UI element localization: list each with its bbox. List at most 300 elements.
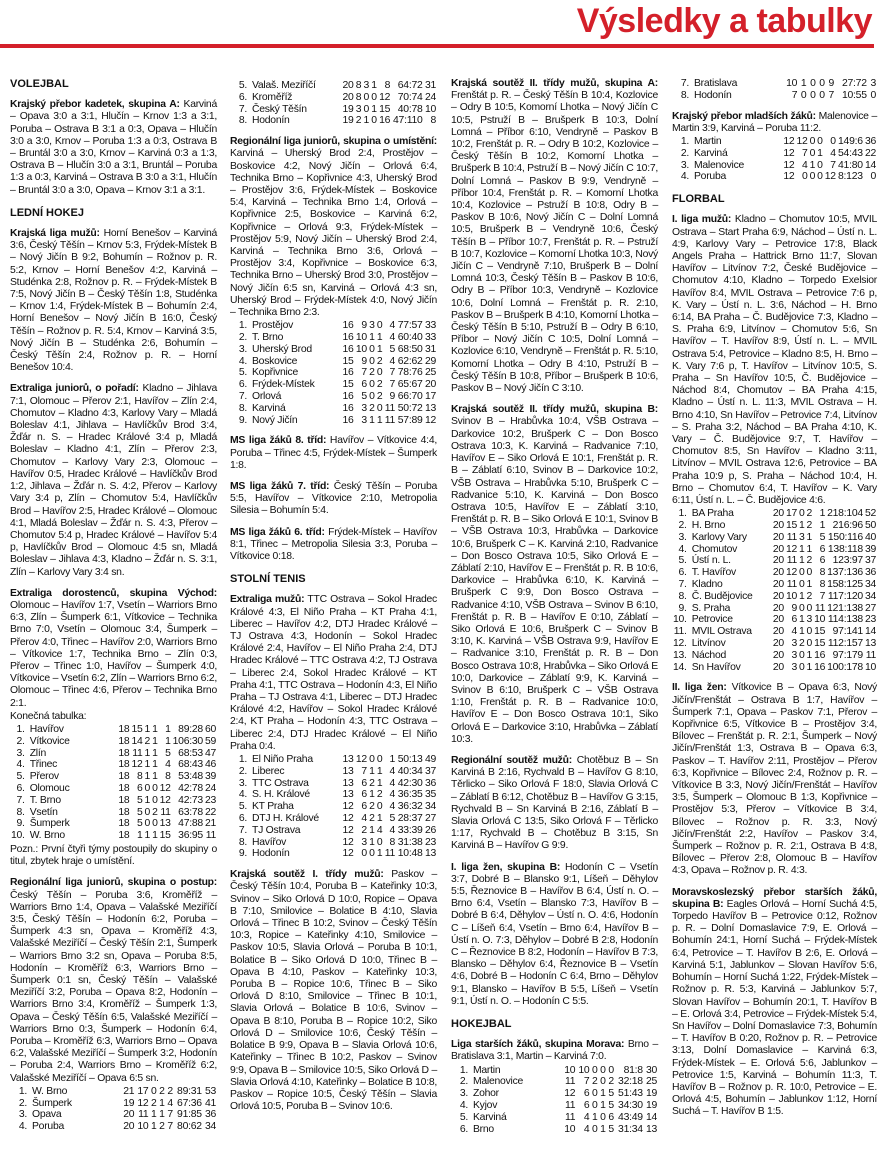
stat-cell: 0	[809, 171, 816, 183]
results-paragraph	[451, 78, 658, 395]
team-cell: Přerov	[29, 771, 59, 783]
rank-cell: 6.	[238, 813, 247, 825]
stat-cell: 10	[786, 78, 798, 89]
stat-cell: 0	[592, 1088, 598, 1100]
stat-cell: 34	[864, 579, 876, 591]
stat-cell: 11	[564, 1111, 576, 1123]
stat-cell: 117:120	[827, 590, 863, 602]
section-heading: VOLEJBAL	[10, 78, 69, 90]
stat-cell: 3	[870, 78, 876, 89]
stat-cell: 123:97	[832, 555, 863, 567]
stat-cell: 1	[144, 771, 151, 783]
competition-heading: Extraliga dorostenců, skupina Východ:	[10, 587, 217, 599]
team-cell: Olomouc	[29, 782, 70, 794]
stat-cell: 0	[144, 782, 151, 794]
table-row	[230, 344, 437, 356]
stat-cell: 1	[389, 754, 396, 766]
competition-heading: MS liga žáků 8. tříd:	[230, 435, 327, 447]
team-cell: Kopřivnice	[252, 367, 299, 379]
stat-cell: 9	[389, 391, 396, 403]
stat-cell: 218:104	[827, 508, 863, 520]
stat-cell: 27	[864, 602, 876, 614]
stat-cell: 11	[786, 555, 797, 567]
stat-cell: 12	[342, 824, 354, 836]
stat-cell: 36:95	[178, 830, 203, 842]
rank-cell: 7.	[238, 824, 247, 836]
stat-cell: 52	[864, 508, 876, 520]
stat-cell: 53:48	[178, 771, 203, 783]
competition-heading: Regionální liga juniorů, skupina o postup:	[10, 877, 217, 889]
stat-cell: 4	[389, 320, 396, 332]
masthead	[0, 0, 884, 58]
stat-cell: 2	[806, 508, 813, 520]
table-row	[451, 1065, 658, 1077]
table-row	[451, 1076, 658, 1088]
stat-cell: 36	[864, 136, 876, 147]
results-paragraph	[230, 136, 437, 319]
stat-cell: 6	[361, 777, 367, 789]
stat-cell: 1	[376, 777, 383, 789]
results-text: Svinov B – Hrabůvka 10:4, VŠB Ostrava – Darkovice 10:2, Brušperk C – Don Bosco Ostrava 10:3, K. Karviná – Radvanice 7:10, Havířov E – Siko Orlová E 10:1, Frenštát p. R. B – Záblatí 6:10, Svinov B – Darkovice 10:2, VŠB Ostrava – Hrabůvka 5:10, Brušperk C – Radvanice 5:10, K. Karviná – Don Bosco Ostrava 10:5, Havířov E – Záblatí 3:10, Frenštát p. R. B – Siko Orlová E 10:1, Svinov B – VŠB Ostrava 10:3, Hrabůvka – Darkovice 10:6, Brušperk C – K. Karviná 2:10, Radvanice – Don Bosco Ostrava 10:5, Siko Orlová E – Záblatí 2:10, Havířov E – Frenštát p. R. B 10:6, Darkovice – Hrabůvka 6:10, K. Karviná – Brušperk C 9:9, Don Bosco Ostrava – Radvanice 4:10, VŠB Ostrava – Svinov B 6:10, Frenštát p. R. B – Havířov E 0:10, Záblatí – Siko Orlová E 10:6, Brušperk C – Svinov B 3:10, K. Karviná – VŠB Ostrava 9:9, Havířov E – Radvanice 3:10, Frenštát p. R. B – Don Bosco Ostrava 10:8, Hrabůvka – Siko Orlová E 10:0, Darkovice – Záblatí 9:9, K. Karviná – Svinov B 6:10, Brušperk C – VŠB Ostrava 1:10, Frenštát p. R. B – Radvanice 10:0, Havířov E – Don Bosco Ostrava 10:1, Siko Orlová E – Darkovice 3:10, Hrabůvka – Záblatí 10:3.	[451, 416, 658, 745]
stat-cell: 36:32	[397, 801, 423, 813]
stat-cell: 12	[783, 171, 795, 183]
stat-cell: 39	[204, 771, 216, 783]
stat-cell: 78:76	[397, 367, 423, 379]
stat-cell: 1	[799, 590, 805, 602]
table-row	[451, 1124, 658, 1136]
stat-cell: 0	[810, 89, 816, 101]
stat-cell: 22	[864, 147, 876, 159]
stat-cell: 0	[799, 567, 805, 579]
stat-cell: 2	[369, 402, 375, 414]
stat-cell: 23	[424, 836, 436, 848]
stat-cell: 33:39	[397, 824, 423, 836]
team-cell: Litvínov	[691, 638, 726, 650]
stat-cell: 28:37	[397, 813, 423, 825]
table-row	[230, 415, 437, 427]
results-paragraph	[10, 99, 217, 197]
stat-cell: 8	[355, 91, 362, 103]
stat-cell: 8	[819, 579, 826, 591]
team-cell: Liberec	[252, 765, 285, 777]
table-row	[230, 80, 437, 92]
team-cell: Opava	[32, 1109, 62, 1121]
team-cell: Frýdek-Místek	[252, 379, 315, 391]
stat-cell: 1	[600, 1123, 606, 1135]
note-text: Konečná tabulka:	[10, 710, 87, 722]
stat-cell: 1	[152, 735, 158, 747]
rank-cell: 5.	[459, 1111, 468, 1123]
stat-cell: 47:88	[178, 818, 203, 830]
stat-cell: 68:50	[397, 343, 423, 355]
stat-cell: 7	[361, 367, 367, 379]
team-cell: Orlová	[252, 391, 282, 403]
table-row	[230, 825, 437, 837]
stat-cell: 19	[645, 1088, 657, 1100]
stat-cell: 137:136	[827, 567, 863, 579]
rank-cell: 2.	[459, 1076, 468, 1088]
stat-cell: 11	[786, 579, 797, 591]
stat-cell: 21	[204, 818, 216, 830]
table-row	[10, 771, 217, 783]
stat-cell: 0	[592, 1123, 598, 1135]
stat-cell: 0	[376, 402, 383, 414]
stat-cell: 13	[424, 402, 436, 414]
stat-cell: 34:30	[618, 1100, 643, 1112]
rank-cell: 8.	[238, 836, 247, 848]
stat-cell: 6	[137, 782, 143, 794]
stat-cell: 149:6	[838, 136, 863, 147]
team-cell: Poruba	[32, 1121, 65, 1133]
results-text: Paskov – Český Těšín 10:4, Poruba B – Kateřinky 10:3, Svinov – Siko Orlová D 10:0, Ropice – Opava B 7:10, Smilovice – Bolatice B 4:10, Slavia Orlová – Třinec B 10:2, Svinov – Český Těšín 10:3, Ropice – Kateřinky 4:10, Smilovice – Paskov 10:5, Slavia Orlová – Poruba B 10:1, Bolatice B – Siko Orlová D 10:0, Třinec B – Opava B 4:10, Paskov – Kateřinky 10:3, Poruba B – Ropice 10:6, Třinec B – Siko Orlová D 8:10, Smilovice – Třinec B 10:1, Slavia Orlová – Bolatice B 10:6, Svinov – Opava B 8:10, Poruba B – Ropice 10:2, Siko Orlová D – Smilovice 10:6, Český Těšín – Bolatice B 9:9, Opava B – Slavia Orlová 10:6, Kateřinky – Třinec B 10:2, Paskov – Svinov 9:9, Opava B – Smilovice 10:5, Siko Orlová D – Slavia Orlová 4:10, Kateřinky – Bolatice B 10:8, Paskov – Ropice 10:5, Český Těšín – Slavia Orlová 10:5, Poruba B – Svinov 10:6.	[230, 869, 437, 1113]
stat-cell: 42:78	[178, 782, 203, 794]
stat-cell: 89:28	[178, 723, 203, 735]
stat-cell: 7	[802, 147, 808, 159]
stat-cell: 50	[864, 520, 876, 532]
column-1	[10, 78, 217, 1135]
stat-cell: 1	[159, 1097, 165, 1109]
stat-cell: 3	[791, 661, 797, 673]
rank-cell: 4.	[238, 355, 247, 367]
stat-cell: 18	[118, 806, 130, 818]
team-cell: Malenovice	[694, 159, 745, 171]
stat-cell: 1	[144, 747, 151, 759]
competition-heading: MS liga žáků 7. tříd:	[230, 481, 330, 493]
stat-cell: 20	[123, 1121, 135, 1133]
stat-cell: 1	[806, 649, 813, 661]
team-cell: Zlín	[29, 747, 47, 759]
rank-cell: 12.	[673, 638, 687, 650]
results-paragraph	[10, 877, 217, 1084]
stat-cell: 17	[424, 391, 436, 403]
stat-cell: 216:96	[832, 520, 863, 532]
table-row	[672, 662, 877, 674]
stat-cell: 40	[864, 531, 876, 543]
rank-cell: 4.	[678, 543, 687, 555]
team-cell: Sn Havířov	[691, 661, 741, 673]
rank-cell: 6.	[238, 91, 247, 103]
stat-cell: 10	[864, 661, 876, 673]
stat-cell: 7	[389, 367, 396, 379]
stat-cell: 20	[772, 579, 784, 591]
stat-cell: 6	[608, 1111, 614, 1123]
rank-cell: 9.	[238, 848, 247, 860]
stat-cell: 12	[131, 759, 143, 771]
stat-cell: 10	[564, 1123, 576, 1135]
stat-cell: 20	[772, 661, 784, 673]
table-row	[672, 520, 877, 532]
stat-cell: 5	[137, 818, 143, 830]
stat-cell: 1	[151, 1109, 157, 1121]
stat-cell: 1	[152, 771, 158, 783]
stat-cell: 10:55	[841, 89, 867, 101]
stat-cell: 112:157	[827, 638, 863, 650]
results-text: Český Těšín – Poruba 3:6, Kroměříž – Warriors Brno 1:4, Opava – Valašské Meziříčí 3:5, Český Těšín – Hodonín 6:2, Poruba – Šumperk 4:3 sn, Opava – Kroměříž 4:3, Valašské Meziříčí – Český Těšín 2:1, Šumperk – Warriors Brno 3:2 sn, Opava – Poruba 8:5, Hodonín – Kroměříž 6:3, Warriors Brno – Šumperk 0:1 sn, Český Těšín – Valašské Meziříčí 3:2, Poruba – Opava 8:2, Hodonín – Warriors Brno 3:4, Kroměříž – Šumperk 1:3, Opava – Český Těšín 6:5, Valašské Meziříčí – Warriors Brno 0:3, Šumperk – Hodonín 6:4, Poruba – Kroměříž 6:3, Warriors Brno – Opava 6:2, Valašské Meziříčí – Šumperk 3:2, Hodonín – Poruba 2:4, Warriors Brno – Kroměříž 6:2, Valašské Meziříčí – Opava 6:5 sn.	[10, 889, 217, 1084]
stat-cell: 57:89	[397, 414, 423, 426]
stat-cell: 100:178	[827, 661, 863, 673]
stat-cell: 18	[118, 782, 130, 794]
stat-cell: 0	[592, 1064, 598, 1076]
stat-cell: 0	[361, 848, 367, 860]
table-row	[672, 160, 877, 172]
stat-cell: 15	[342, 355, 354, 367]
stat-cell: 7	[830, 159, 836, 171]
stat-cell: 0	[369, 355, 375, 367]
rank-cell: 3.	[459, 1088, 468, 1100]
stat-cell: 0	[802, 171, 808, 183]
rank-cell: 5.	[16, 771, 25, 783]
table-row	[672, 603, 877, 615]
stat-cell: 1	[799, 520, 805, 532]
stat-cell: 17	[785, 508, 797, 520]
stat-cell: 6	[583, 1100, 590, 1112]
table-row	[230, 104, 437, 116]
stat-cell: 1	[809, 159, 816, 171]
stat-cell: 1	[371, 103, 377, 115]
stat-cell: 89:31	[177, 1085, 202, 1097]
stat-cell: 97:179	[832, 649, 863, 661]
competition-heading: Krajská soutěž I. třídy mužů:	[230, 869, 384, 881]
stat-cell: 10	[564, 1064, 576, 1076]
stat-cell: 18	[118, 759, 130, 771]
stat-cell: 20	[772, 520, 784, 532]
stat-cell: 6	[583, 1088, 590, 1100]
results-text: Frýdek-Místek – Havířov 8:1, Třinec – Metropolia Silesia 3:3, Poruba – Vítkovice 0:18.	[230, 526, 437, 563]
team-cell: BA Praha	[691, 508, 734, 520]
team-cell: Malenovice	[473, 1076, 524, 1088]
stat-cell: 2	[167, 1085, 173, 1097]
stat-cell: 2	[592, 1076, 598, 1088]
results-paragraph	[672, 887, 877, 1119]
stat-cell: 0	[144, 806, 151, 818]
team-cell: Č. Budějovice	[691, 590, 753, 602]
table-row	[672, 148, 877, 160]
team-cell: W. Brno	[32, 1085, 68, 1097]
stat-cell: 0	[817, 171, 823, 183]
stat-cell: 1	[152, 759, 158, 771]
stat-cell: 10:48	[397, 848, 423, 860]
stat-cell: 22	[204, 806, 216, 818]
results-paragraph	[10, 588, 217, 710]
stat-cell: 4	[389, 765, 396, 777]
stat-cell: 5	[137, 806, 143, 818]
stat-cell: 0	[152, 818, 158, 830]
stat-cell: 20	[342, 80, 354, 91]
team-cell: Valaš. Meziříčí	[252, 80, 316, 91]
stat-cell: 5	[608, 1123, 614, 1135]
team-cell: Karlovy Vary	[691, 531, 747, 543]
standings-table	[451, 1065, 658, 1136]
rank-cell: 1.	[18, 1085, 27, 1097]
stat-cell: 12	[342, 813, 354, 825]
stat-cell: 1	[376, 332, 383, 344]
results-text: Brno – Bratislava 3:1, Martin – Karviná 7:0.	[451, 1039, 658, 1063]
stat-cell: 16	[342, 402, 354, 414]
stat-cell: 21	[123, 1085, 135, 1097]
stat-cell: 2	[369, 801, 375, 813]
stat-cell: 19	[645, 1100, 657, 1112]
table-row	[230, 754, 437, 766]
stat-cell: 67:36	[177, 1097, 202, 1109]
rank-cell: 4.	[16, 759, 25, 771]
rank-cell: 8.	[16, 806, 25, 818]
team-cell: Hodonín	[252, 848, 290, 860]
team-cell: Petrovice	[691, 614, 733, 626]
stat-cell: 4	[389, 824, 396, 836]
stat-cell: 3	[806, 614, 813, 626]
stat-cell: 1	[376, 765, 383, 777]
table-row	[451, 1100, 658, 1112]
stat-cell: 0	[799, 661, 805, 673]
table-row	[672, 136, 877, 148]
stat-cell: 2	[376, 355, 383, 367]
stat-cell: 53	[204, 1085, 216, 1097]
stat-cell: 19	[342, 115, 354, 127]
stat-cell: 8	[165, 771, 171, 783]
stat-cell: 12	[342, 848, 354, 860]
rank-cell: 14.	[673, 661, 687, 673]
competition-heading: Moravskoslezský přebor starších žáků, skupina B:	[672, 886, 877, 910]
stat-cell: 1	[376, 414, 383, 426]
stat-cell: 1	[369, 836, 375, 848]
stat-cell: 0	[799, 579, 805, 591]
stat-cell: 3	[363, 80, 370, 91]
table-row	[672, 171, 877, 183]
table-row	[10, 830, 217, 842]
stat-cell: 29	[424, 355, 436, 367]
results-text: Kladno – Chomutov 10:5, MVIL Ostrava – Start Praha 6:9, Náchod – Ústí n. L. 4:9, Karlovy Vary – Petrovice 17:8, Black Angels Praha – Hattrick Brno 11:7, Slovan Havířov – Litvínov 7:2, České Budějovice – Chomutov 4:10, Kladno – Torpedo Exelsior Havířov 8:4, MVIL Ostrava – Petrovice 7:6 p, K. Vary – Ústí n. L. 3:6, Náchod – H. Brno 6:14, BA Praha – Č. Budějovice 7:3, Kladno – S. Praha 6:9, Litvínov – Chomutov 5:6, Sn Havířov – T. Havířov 8:9, Ústí n. L. – MVIL Ostrava 5:4, Petrovice – Kladno 8:5, H. Brno – K. Vary 7:6 p, T. Havířov – Litvínov 10:5, S. Praha – Sn Havířov 10:5, Č. Budějovice – Náchod 8:4, Chomutov – BA Praha 4:15, Kladno – Ústí n. L. 11:3, MVIL Ostrava – H. Brno 4:10, Sn Havířov – Petrovice 7:4, Litvínov – S. Praha 3:2, Náchod – BA Praha 4:10, K. Vary – Č. Budějovice 9:7, T. Havířov – Chomutov 8:5, Sn Havířov – Kladno 3:11, Litvínov – MVIL Ostrava 12:6, Petrovice – BA Praha 10:9 p, S. Praha – Náchod 10:4, H. Brno – Chomutov 6:4, T. Havířov – K. Vary 6:11, Ústí n. L. – Č. Budějovice 4:6.	[672, 214, 877, 507]
rank-cell: 3.	[680, 159, 689, 171]
standings-table	[230, 320, 437, 426]
table-row	[230, 778, 437, 790]
team-cell: Hodonín	[252, 115, 290, 127]
stat-cell: 7	[791, 89, 798, 101]
standings-table	[672, 136, 877, 183]
stat-cell: 1	[376, 848, 383, 860]
stat-cell: 15	[131, 723, 143, 735]
table-row	[10, 783, 217, 795]
stat-cell: 1	[376, 343, 383, 355]
team-cell: El Niño Praha	[252, 754, 313, 766]
stat-cell: 18	[118, 818, 130, 830]
table-row	[230, 379, 437, 391]
results-text: Havířov – Vítkovice 4:4, Poruba – Třinec 4:5, Frýdek-Místek – Šumperk 1:8.	[230, 435, 437, 471]
rank-cell: 5.	[238, 367, 247, 379]
stat-cell: 11	[564, 1100, 576, 1112]
rank-cell: 2.	[238, 765, 247, 777]
team-cell: Kladno	[691, 579, 723, 591]
stat-cell: 1	[799, 614, 805, 626]
stat-cell: 7	[389, 379, 396, 391]
rank-cell: 4.	[680, 171, 689, 183]
stat-cell: 20	[123, 1109, 135, 1121]
stat-cell: 5	[819, 531, 826, 543]
table-row	[230, 332, 437, 344]
rank-cell: 8.	[680, 89, 689, 101]
stat-cell: 13	[645, 1123, 657, 1135]
table-row	[10, 807, 217, 819]
stat-cell: 0	[371, 115, 377, 127]
standings-table	[672, 508, 877, 673]
table-row	[672, 78, 877, 90]
section-heading: HOKEJBAL	[451, 1018, 512, 1031]
stat-cell: 6	[819, 555, 826, 567]
stat-cell: 158:125	[827, 579, 863, 591]
stat-cell: 1	[369, 765, 375, 777]
team-cell: Vítkovice	[29, 735, 70, 747]
stat-cell: 15	[342, 379, 354, 391]
stat-cell: 12	[796, 136, 808, 147]
rank-cell: 8.	[678, 590, 687, 602]
stat-cell: 2	[151, 1097, 157, 1109]
stat-cell: 4	[583, 1111, 590, 1123]
stat-cell: 4	[361, 813, 367, 825]
stat-cell: 1	[369, 789, 375, 801]
stat-cell: 10	[578, 1064, 590, 1076]
stat-cell: 1	[799, 626, 805, 638]
rank-cell: 2.	[680, 147, 689, 159]
stat-cell: 42:30	[397, 777, 423, 789]
stat-cell: 0	[369, 754, 375, 766]
stat-cell: 11	[384, 414, 396, 426]
rank-cell: 8.	[238, 115, 247, 127]
competition-heading: Extraliga juniorů, o pořadí:	[10, 383, 139, 395]
section-heading: LEDNÍ HOKEJ	[10, 206, 84, 219]
stat-cell: 0	[608, 1064, 614, 1076]
stat-cell: 25	[424, 367, 436, 379]
team-cell: Martin	[694, 136, 722, 147]
stat-cell: 4	[802, 159, 808, 171]
stat-cell: 3	[355, 103, 362, 115]
stat-cell: 20	[772, 614, 784, 626]
team-cell: Karviná	[252, 402, 286, 414]
stat-cell: 0	[806, 602, 813, 614]
team-cell: Kroměříž	[252, 91, 293, 103]
stat-cell: 10	[785, 590, 797, 602]
stat-cell: 12	[783, 136, 795, 147]
team-cell: Vsetín	[29, 806, 58, 818]
stat-cell: 18	[118, 735, 130, 747]
section-heading: FLORBAL	[672, 193, 725, 206]
team-cell: MVIL Ostrava	[691, 626, 752, 638]
stat-cell: 2	[369, 813, 375, 825]
rank-cell: 6.	[238, 379, 247, 391]
table-row	[10, 748, 217, 760]
table-row	[230, 801, 437, 813]
stat-cell: 8	[430, 115, 436, 127]
results-paragraph	[672, 111, 877, 135]
stat-cell: 16	[342, 414, 354, 426]
stat-cell: 33	[424, 320, 436, 332]
stat-cell: 1	[165, 735, 171, 747]
stat-cell: 1	[806, 579, 813, 591]
rank-cell: 9.	[16, 818, 25, 830]
stat-cell: 10	[137, 1121, 149, 1133]
stat-cell: 40:78	[397, 103, 423, 115]
stat-cell: 5	[389, 343, 396, 355]
stat-cell: 1	[369, 332, 375, 344]
stat-cell: 2	[369, 367, 375, 379]
stat-cell: 0	[363, 103, 370, 115]
stat-cell: 65:67	[397, 379, 423, 391]
results-paragraph	[672, 682, 877, 877]
note-text: Pozn.: První čtyři týmy postoupily do skupiny o titul, zbytek hraje o umístění.	[10, 843, 217, 868]
stat-cell: 41:80	[838, 159, 863, 171]
stat-cell: 18	[118, 830, 130, 842]
stat-cell: 24	[204, 782, 216, 794]
stat-cell: 68:53	[178, 747, 203, 759]
rank-cell: 11.	[673, 626, 687, 638]
